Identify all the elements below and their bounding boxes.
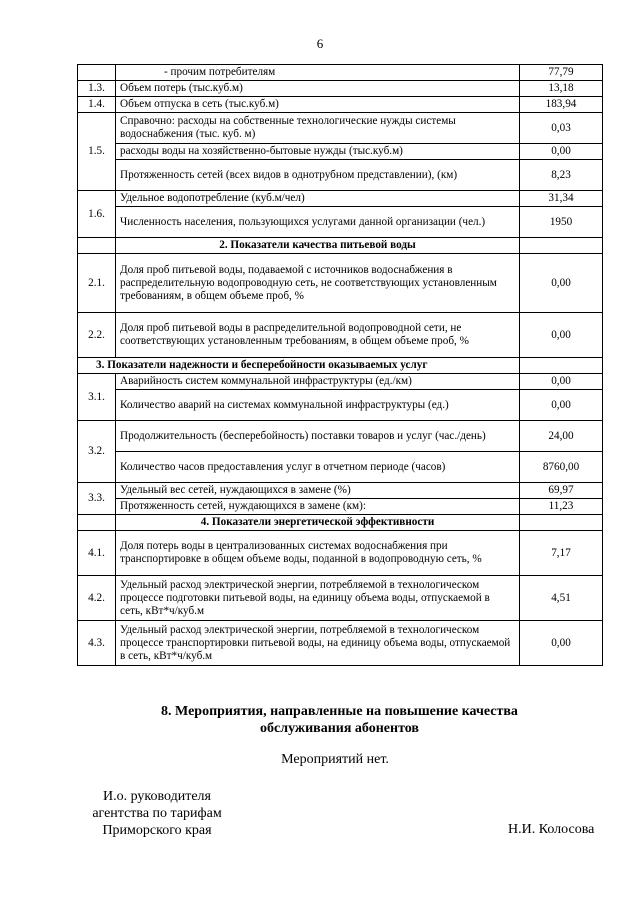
row-value: 0,00 (520, 313, 603, 358)
signer-position (82, 788, 232, 839)
row-value: 0,00 (520, 254, 603, 313)
table-row (78, 452, 603, 483)
row-label: Объем потерь (тыс.куб.м) (116, 81, 520, 97)
row-number: 4.2. (78, 576, 116, 621)
row-number: 3.1. (78, 374, 116, 421)
row-value (520, 515, 603, 531)
row-label: Удельный расход электрической энергии, потребляемой в технологическом процессе подготовки питьевой воды, на единицу объема воды, отпускаемой в сеть, кВт*ч/куб.м (116, 576, 520, 621)
row-number: 1.5. (78, 113, 116, 191)
row-number: 2.2. (78, 313, 116, 358)
row-value: 24,00 (520, 421, 603, 452)
table-row (78, 313, 603, 358)
table-row (78, 531, 603, 576)
signer-name: Н.И. Колосова (508, 822, 595, 837)
row-label: Протяженность сетей, нуждающихся в замене (км): (116, 499, 520, 515)
section-heading-row (78, 238, 603, 254)
row-number: 1.6. (78, 191, 116, 238)
row-label: Удельный расход электрической энергии, потребляемой в технологическом процессе транспортировки питьевой воды, на единицу объема воды, отпускаемой в сеть, кВт*ч/куб.м (116, 621, 520, 666)
row-value: 0,00 (520, 390, 603, 421)
table-row (78, 97, 603, 113)
table-row (78, 254, 603, 313)
row-number (78, 515, 116, 531)
row-label: Количество часов предоставления услуг в отчетном периоде (часов) (116, 452, 520, 483)
indicators-table (77, 64, 603, 666)
row-label: Количество аварий на системах коммунальной инфраструктуры (ед.) (116, 390, 520, 421)
row-label: Удельный вес сетей, нуждающихся в замене (%) (116, 483, 520, 499)
table-row (78, 113, 603, 144)
section-heading: 3. Показатели надежности и бесперебойности оказываемых услуг (78, 358, 520, 374)
row-value: 69,97 (520, 483, 603, 499)
row-number: 1.3. (78, 81, 116, 97)
row-value: 77,79 (520, 65, 603, 81)
row-value: 1950 (520, 207, 603, 238)
table-row (78, 65, 603, 81)
table-row (78, 421, 603, 452)
section-8-title-line2: обслуживания абонентов (260, 721, 419, 736)
row-value: 7,17 (520, 531, 603, 576)
table-row (78, 499, 603, 515)
row-value (520, 238, 603, 254)
row-label: расходы воды на хозяйственно-бытовые нужды (тыс.куб.м) (116, 144, 520, 160)
section-heading: 2. Показатели качества питьевой воды (116, 238, 520, 254)
table-row (78, 390, 603, 421)
row-label: Удельное водопотребление (куб.м/чел) (116, 191, 520, 207)
table-row (78, 191, 603, 207)
section-heading-row (78, 358, 603, 374)
row-number (78, 238, 116, 254)
row-value (520, 358, 603, 374)
table-row (78, 144, 603, 160)
signer-position-line2: агентства по тарифам (92, 806, 222, 821)
row-label: Доля проб питьевой воды, подаваемой с источников водоснабжения в распределительную водопроводную сеть, не соответствующих установленным требованиям, в общем объеме проб, % (116, 254, 520, 313)
row-label: Численность населения, пользующихся услугами данной организации (чел.) (116, 207, 520, 238)
row-value: 31,34 (520, 191, 603, 207)
table-row (78, 621, 603, 666)
row-label: Продолжительность (бесперебойность) поставки товаров и услуг (час./день) (116, 421, 520, 452)
row-number (78, 65, 116, 81)
row-value: 11,23 (520, 499, 603, 515)
row-number: 1.4. (78, 97, 116, 113)
row-value: 0,00 (520, 621, 603, 666)
table-row (78, 160, 603, 191)
row-label: Справочно: расходы на собственные технологические нужды системы водоснабжения (тыс. куб. м) (116, 113, 520, 144)
row-number: 3.2. (78, 421, 116, 483)
row-label: Доля проб питьевой воды в распределительной водопроводной сети, не соответствующих установленным требованиям, в общем объеме проб, % (116, 313, 520, 358)
row-label: - прочим потребителям (116, 65, 520, 81)
section-8-title (77, 703, 602, 737)
row-value: 8,23 (520, 160, 603, 191)
row-value: 8760,00 (520, 452, 603, 483)
row-label: Аварийность систем коммунальной инфраструктуры (ед./км) (116, 374, 520, 390)
row-number: 4.1. (78, 531, 116, 576)
section-heading: 4. Показатели энергетической эффективности (116, 515, 520, 531)
no-measures-text: Мероприятий нет. (281, 752, 389, 767)
row-value: 0,03 (520, 113, 603, 144)
row-value: 0,00 (520, 144, 603, 160)
table-row (78, 483, 603, 499)
row-label: Доля потерь воды в централизованных системах водоснабжения при транспортировке в общем объеме воды, поданной в водопроводную сеть, % (116, 531, 520, 576)
signer-position-line3: Приморского края (102, 823, 212, 838)
section-heading-row (78, 515, 603, 531)
row-value: 13,18 (520, 81, 603, 97)
row-number: 4.3. (78, 621, 116, 666)
row-label: Объем отпуска в сеть (тыс.куб.м) (116, 97, 520, 113)
page-number: 6 (316, 36, 324, 51)
section-8-title-line1: 8. Мероприятия, направленные на повышение качества (161, 704, 518, 719)
row-number: 3.3. (78, 483, 116, 515)
row-value: 4,51 (520, 576, 603, 621)
row-value: 183,94 (520, 97, 603, 113)
table-row (78, 374, 603, 390)
table-row (78, 576, 603, 621)
table-row (78, 207, 603, 238)
row-value: 0,00 (520, 374, 603, 390)
row-number: 2.1. (78, 254, 116, 313)
row-label: Протяженность сетей (всех видов в однотрубном представлении), (км) (116, 160, 520, 191)
signer-position-line1: И.о. руководителя (102, 789, 211, 804)
table-row (78, 81, 603, 97)
